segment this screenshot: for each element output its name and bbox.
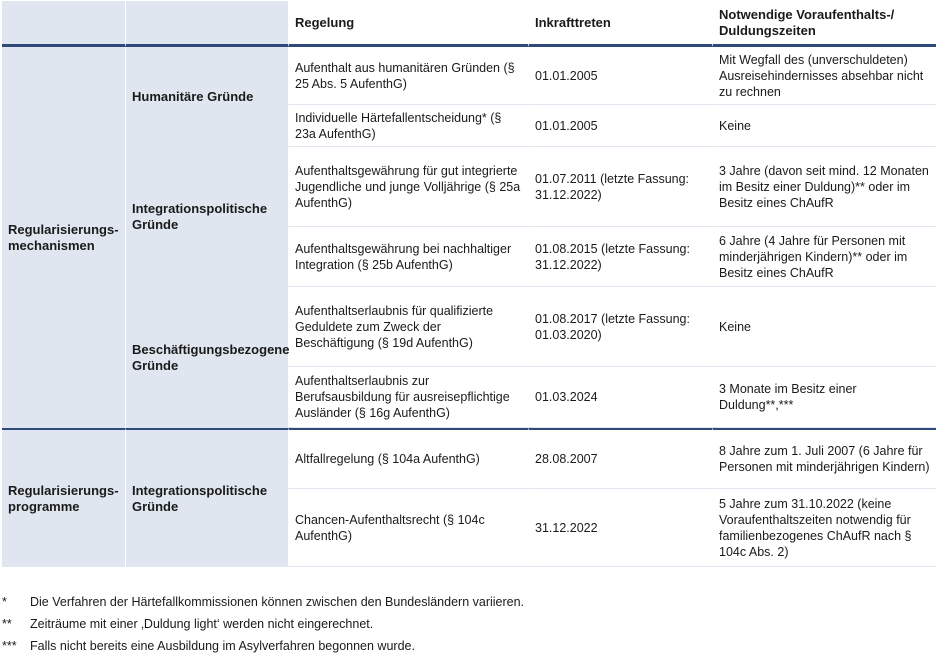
group-label-mechanisms: Regularisierungs-mechanismen (2, 47, 125, 428)
cell-regelung: Aufenthaltserlaubnis zur Berufsausbildung für ausreisepflichtige Ausländer (§ 16g AufenthG) (288, 367, 528, 428)
cell-zeiten: 3 Monate im Besitz einer Duldung**,*** (712, 367, 936, 428)
subgroup-integration: Integrationspolitische Gründe (125, 147, 288, 287)
cell-zeiten: 5 Jahre zum 31.10.2022 (keine Voraufenthaltszeiten notwendig für familienbezogenes ChAufR nach § 104c Abs. 2) (712, 489, 936, 567)
header-voraufenthalt: Notwendige Voraufenthalts-/ Duldungszeiten (712, 1, 936, 47)
cell-inkrafttreten: 28.08.2007 (528, 428, 712, 489)
header-regelung: Regelung (288, 1, 528, 47)
cell-regelung: Altfallregelung (§ 104a AufenthG) (288, 428, 528, 489)
cell-inkrafttreten: 01.08.2015 (letzte Fassung: 31.12.2022) (528, 227, 712, 287)
cell-zeiten: Mit Wegfall des (unverschuldeten) Ausreisehindernisses absehbar nicht zu rechnen (712, 47, 936, 105)
footnote (2, 613, 932, 635)
cell-zeiten: 6 Jahre (4 Jahre für Personen mit minderjährigen Kindern)** oder im Besitz eines ChAufR (712, 227, 936, 287)
group-label-programmes: Regularisierungs-programme (2, 428, 125, 567)
cell-zeiten: Keine (712, 105, 936, 147)
cell-inkrafttreten: 31.12.2022 (528, 489, 712, 567)
cell-regelung: Chancen-Aufenthaltsrecht (§ 104c AufenthG) (288, 489, 528, 567)
cell-zeiten: 3 Jahre (davon seit mind. 12 Monaten im Besitz einer Duldung)** oder im Besitz eines ChAufR (712, 147, 936, 227)
cell-regelung: Aufenthaltsgewährung für gut integrierte Jugendliche und junge Volljährige (§ 25a AufenthG) (288, 147, 528, 227)
cell-zeiten: 8 Jahre zum 1. Juli 2007 (6 Jahre für Personen mit minderjährigen Kindern) (712, 428, 936, 489)
footnote-text: Zeiträume mit einer ‚Duldung light‘ werden nicht eingerechnet. (30, 617, 374, 631)
header-inkrafttreten: Inkrafttreten (528, 1, 712, 47)
cell-regelung: Aufenthalt aus humanitären Gründen (§ 25 Abs. 5 AufenthG) (288, 47, 528, 105)
header-blank-2 (125, 1, 288, 47)
cell-inkrafttreten: 01.01.2005 (528, 47, 712, 105)
subgroup-employment: Beschäftigungsbezogene Gründe (125, 287, 288, 428)
cell-zeiten: Keine (712, 287, 936, 367)
cell-regelung: Individuelle Härtefallentscheidung* (§ 23a AufenthG) (288, 105, 528, 147)
footnote-mark: *** (2, 639, 17, 653)
cell-inkrafttreten: 01.08.2017 (letzte Fassung: 01.03.2020) (528, 287, 712, 367)
table-row (2, 287, 936, 367)
cell-regelung: Aufenthaltserlaubnis für qualifizierte Geduldete zum Zweck der Beschäftigung (§ 19d AufenthG) (288, 287, 528, 367)
header-blank-1 (2, 1, 125, 47)
footnote-text: Die Verfahren der Härtefallkommissionen können zwischen den Bundesländern variieren. (30, 595, 525, 609)
cell-inkrafttreten: 01.01.2005 (528, 105, 712, 147)
table-row (2, 428, 936, 489)
footnote-text: Falls nicht bereits eine Ausbildung im Asylverfahren begonnen wurde. (30, 639, 415, 653)
cell-inkrafttreten: 01.03.2024 (528, 367, 712, 428)
cell-regelung: Aufenthaltsgewährung bei nachhaltiger Integration (§ 25b AufenthG) (288, 227, 528, 287)
cell-inkrafttreten: 01.07.2011 (letzte Fassung: 31.12.2022) (528, 147, 712, 227)
regularisation-table (2, 1, 936, 567)
footnote (2, 591, 932, 613)
subgroup-humanitarian: Humanitäre Gründe (125, 47, 288, 147)
table-header-row (2, 1, 936, 47)
footnote (2, 635, 932, 657)
footnote-mark: ** (2, 617, 12, 631)
footnote-mark: * (2, 595, 7, 609)
footnotes (2, 591, 932, 657)
subgroup-integration-programmes: Integrationspolitische Gründe (125, 428, 288, 567)
table-row (2, 47, 936, 105)
table-row (2, 147, 936, 227)
